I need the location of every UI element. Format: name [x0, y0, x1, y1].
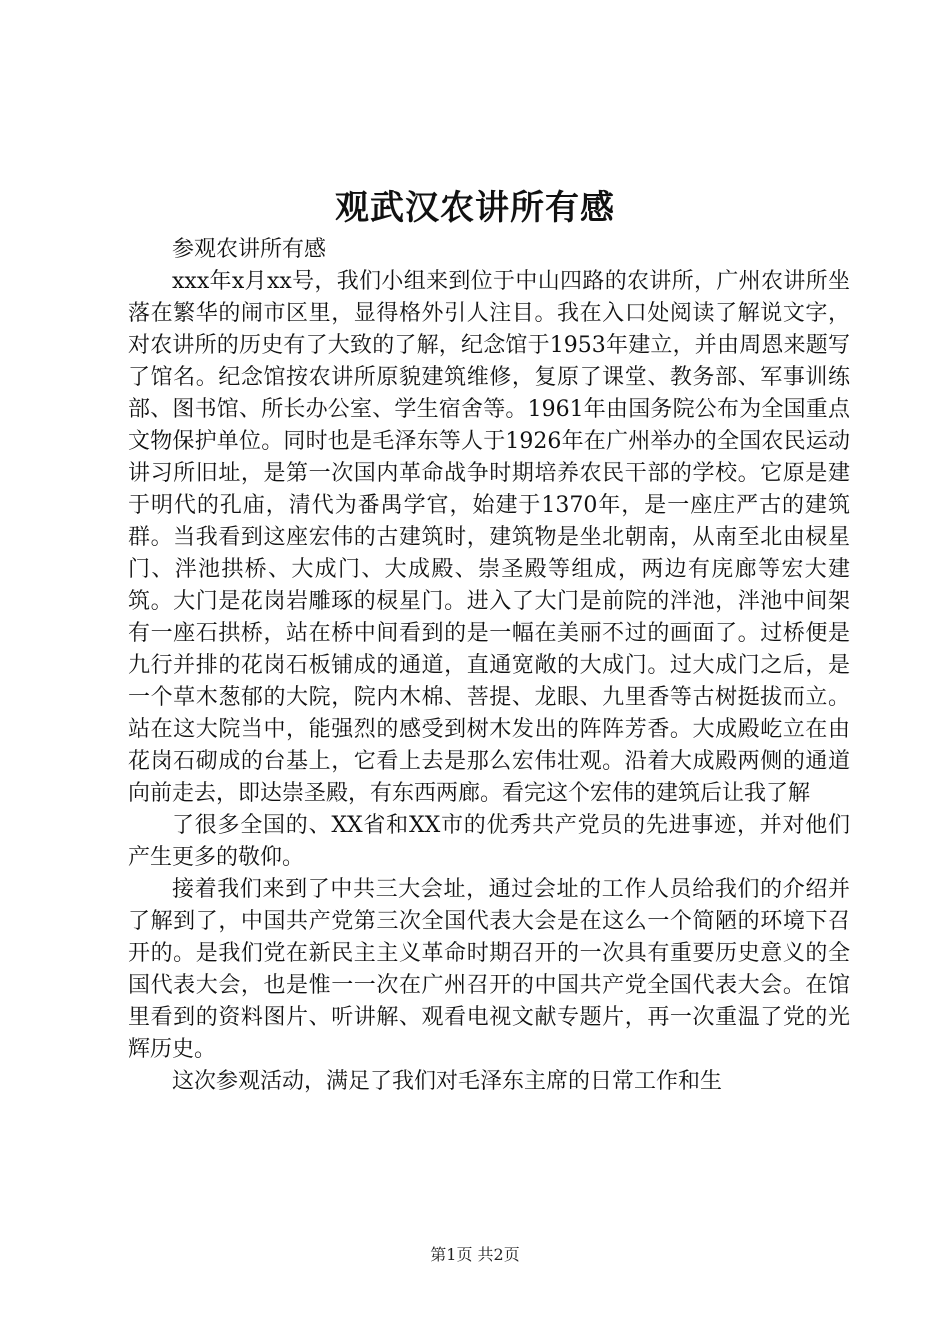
body-paragraph: 这次参观活动，满足了我们对毛泽东主席的日常工作和生 [172, 1069, 723, 1094]
body-paragraph: 了很多全国的、XX省和XX市的优秀共产党员的先进事迹，并对他们产生更多的敬仰。 [128, 813, 850, 870]
document-title: 观武汉农讲所有感 [335, 188, 615, 228]
body-paragraph: xxx年x月xx号，我们小组来到位于中山四路的农讲所，广州农讲所坐落在繁华的闹市区里，显得格外引人注目。我在入口处阅读了解说文字，对农讲所的历史有了大致的了解，纪念馆于1953年建立，并由周恩来题写了馆名。纪念馆按农讲所原貌建筑维修，复原了课堂、教务部、军事训练部、图书馆、所长办公室、学生宿舍等。1961年由国务院公布为全国重点文物保护单位。同时也是毛泽东等人于1926年在广州举办的全国农民运动讲习所旧址，是第一次国内革命战争时期培养农民干部的学校。它原是建于明代的孔庙，清代为番禺学官，始建于1370年，是一座庄严古的建筑群。当我看到这座宏伟的古建筑时，建筑物是坐北朝南，从南至北由棂星门、泮池拱桥、大成门、大成殿、崇圣殿等组成，两边有庑廊等宏大建筑。大门是花岗岩雕琢的棂星门。进入了大门是前院的泮池，泮池中间架有一座石拱桥，站在桥中间看到的是一幅在美丽不过的画面了。过桥便是九行并排的花岗石板铺成的通道，直通宽敞的大成门。过大成门之后，是一个草木葱郁的大院，院内木棉、菩提、龙眼、九里香等古树挺拔而立。站在这大院当中，能强烈的感受到树木发出的阵阵芳香。大成殿屹立在由花岗石砌成的台基上，它看上去是那么宏伟壮观。沿着大成殿两侧的通道向前走去，即达崇圣殿，有东西两廊。看完这个宏伟的建筑后让我了解 [128, 269, 850, 806]
page-footer: 第1页 共2页 [430, 1245, 520, 1264]
document-body [128, 234, 850, 1098]
subtitle-paragraph: 参观农讲所有感 [172, 237, 327, 262]
body-paragraph: 接着我们来到了中共三大会址，通过会址的工作人员给我们的介绍并了解到了，中国共产党第三次全国代表大会是在这么一个简陋的环境下召开的。是我们党在新民主主义革命时期召开的一次具有重要历史意义的全国代表大会，也是惟一一次在广州召开的中国共产党全国代表大会。在馆里看到的资料图片、听讲解、观看电视文献专题片，再一次重温了党的光辉历史。 [128, 877, 850, 1062]
